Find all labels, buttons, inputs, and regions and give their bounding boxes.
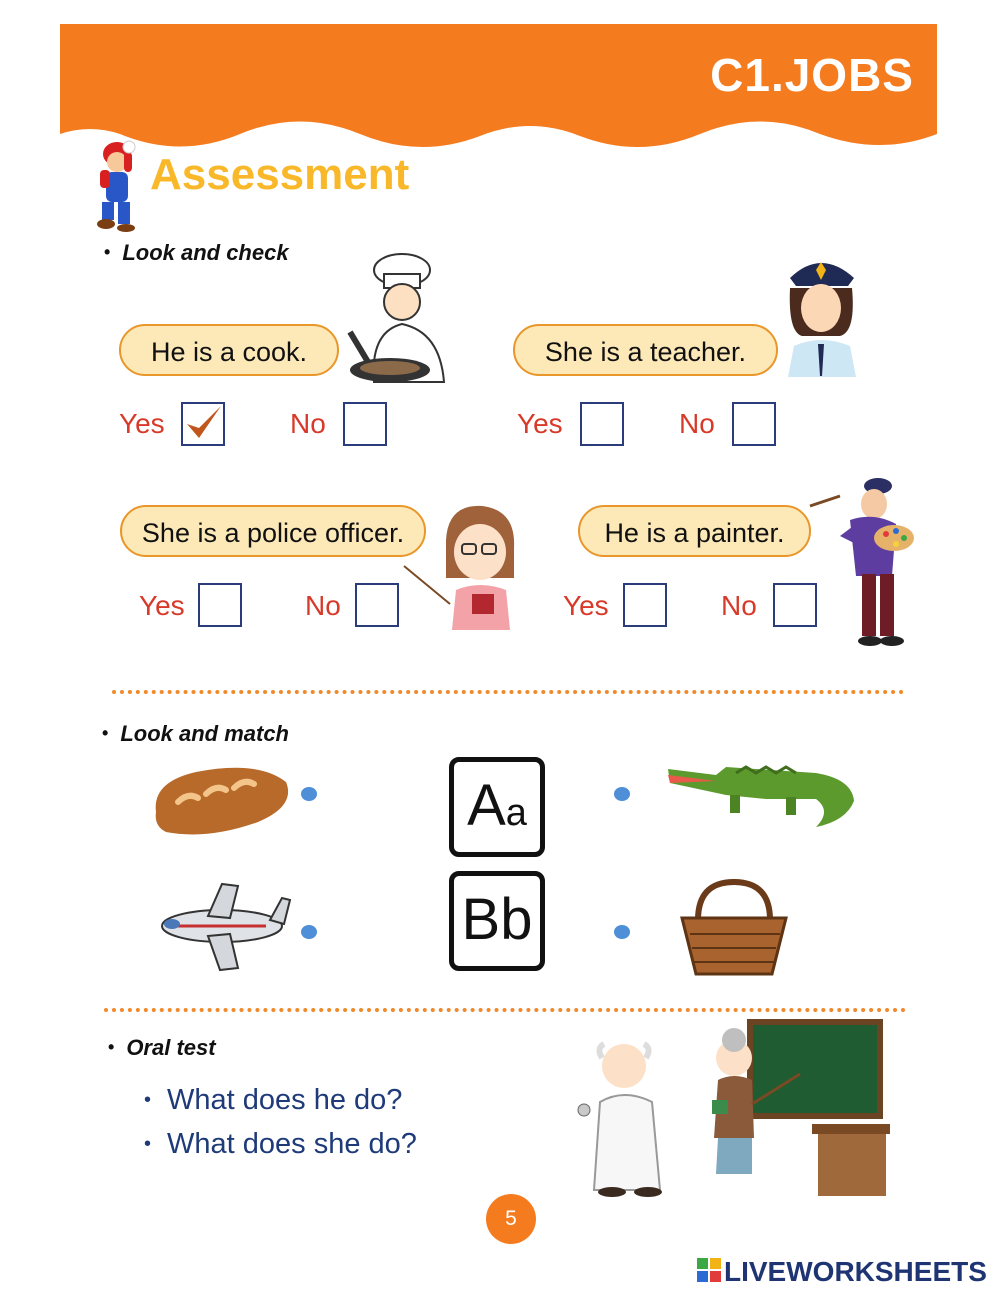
letter-lower: b	[500, 887, 533, 952]
section-label: Oral test	[126, 1035, 216, 1060]
no-label-3: No	[305, 590, 341, 621]
basket-icon	[680, 878, 788, 978]
letter-lower: a	[505, 792, 527, 834]
no-label-1: No	[290, 408, 326, 439]
no-label-4: No	[721, 590, 757, 621]
airplane-icon	[158, 880, 294, 974]
assessment-heading: Assessment	[150, 150, 410, 199]
yes-checkbox-4[interactable]	[623, 583, 667, 627]
no-checkbox-3[interactable]	[355, 583, 399, 627]
sentence-pill-3: She is a police officer.	[120, 505, 426, 557]
painter-icon	[800, 476, 918, 648]
letter-card-b	[449, 871, 545, 971]
yes-checkbox-3[interactable]	[198, 583, 242, 627]
section-oral-test: • Oral test	[108, 1035, 216, 1060]
section-divider	[112, 690, 904, 694]
sentence-pill-1: He is a cook.	[119, 324, 339, 376]
police-officer-icon	[784, 252, 859, 377]
letter-card-a	[449, 757, 545, 857]
oral-question-2: • What does she do?	[144, 1128, 417, 1160]
letter-upper: B	[461, 887, 501, 952]
yes-checkbox-1[interactable]	[181, 402, 225, 446]
crocodile-icon	[666, 755, 858, 831]
section-divider	[104, 1008, 906, 1012]
match-dot-left-2[interactable]	[301, 925, 317, 939]
match-dot-left-1[interactable]	[301, 787, 317, 801]
doctor-and-teacher-icon	[572, 1018, 890, 1198]
no-checkbox-1[interactable]	[343, 402, 387, 446]
oral-question-1: • What does he do?	[144, 1084, 403, 1116]
cook-icon	[340, 252, 460, 387]
teacher-icon	[402, 500, 522, 630]
brand-wordmark: LIVEWORKSHEETS	[724, 1256, 987, 1287]
page-number: 5	[486, 1194, 536, 1244]
sentence-pill-4: He is a painter.	[578, 505, 811, 557]
match-dot-right-1[interactable]	[614, 787, 630, 801]
bread-icon	[148, 762, 292, 838]
match-dot-right-2[interactable]	[614, 925, 630, 939]
section-label: Look and match	[120, 721, 289, 746]
yes-label-3: Yes	[139, 590, 185, 621]
mascot-icon	[92, 132, 142, 232]
question-text: What does she do?	[167, 1128, 417, 1160]
page-title: C1.JOBS	[710, 49, 914, 101]
yes-label-1: Yes	[119, 408, 165, 439]
sentence-pill-2: She is a teacher.	[513, 324, 778, 376]
no-label-2: No	[679, 408, 715, 439]
yes-label-4: Yes	[563, 590, 609, 621]
letter-upper: A	[467, 773, 506, 838]
yes-label-2: Yes	[517, 408, 563, 439]
section-look-and-match: • Look and match	[102, 721, 289, 746]
section-look-and-check: • Look and check	[104, 240, 289, 265]
liveworksheets-logo-icon	[697, 1258, 721, 1282]
yes-checkbox-2[interactable]	[580, 402, 624, 446]
question-text: What does he do?	[167, 1084, 403, 1116]
no-checkbox-4[interactable]	[773, 583, 817, 627]
check-mark-icon	[183, 404, 223, 444]
section-label: Look and check	[122, 240, 289, 265]
no-checkbox-2[interactable]	[732, 402, 776, 446]
